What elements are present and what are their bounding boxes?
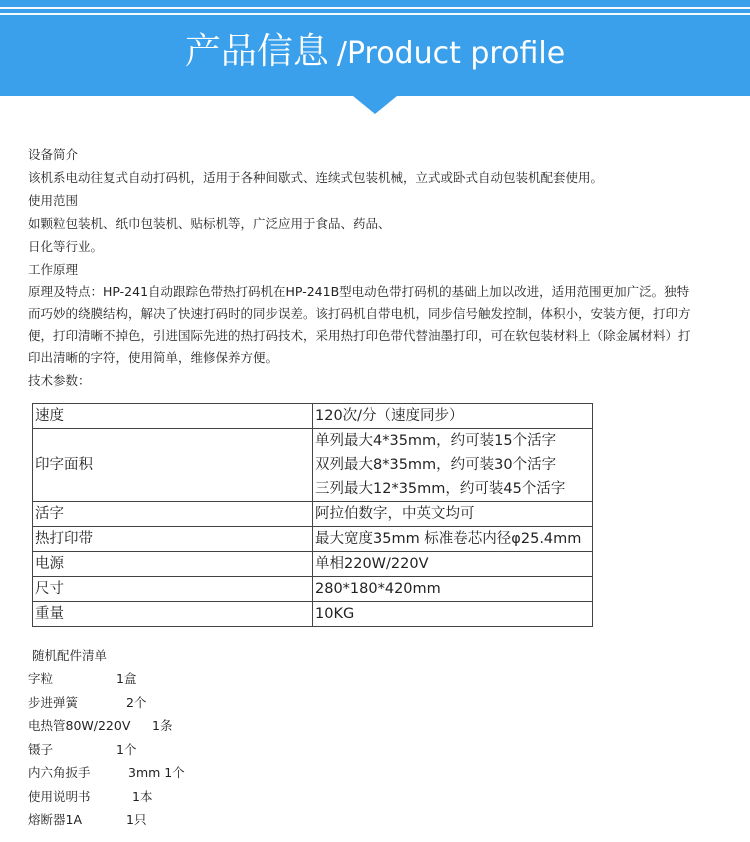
spec-value-line: 三列最大12*35mm，约可装45个活字 bbox=[315, 481, 566, 497]
scope-line-1: 如颗粒包装机、纸巾包装机、贴标机等，广泛应用于食品、药品、 bbox=[28, 216, 391, 231]
spec-row bbox=[33, 429, 593, 502]
spec-key: 速度 bbox=[33, 404, 313, 429]
accessory-qty: 1本 bbox=[132, 788, 153, 804]
scope-line-2: 日化等行业。 bbox=[28, 239, 104, 254]
accessory-qty: 1盒 bbox=[116, 671, 137, 686]
principle-line-1: 原理及特点：HP-241自动跟踪色带热打码机在HP-241B型电动色带打码机的基础上加以改进，适用范围更加广泛。独特 bbox=[28, 284, 690, 299]
accessories-heading: 随机配件清单 bbox=[32, 648, 108, 663]
accessory-name: 字粒 bbox=[28, 671, 54, 686]
accessory-name: 镊子 bbox=[28, 741, 54, 757]
spec-row bbox=[33, 502, 593, 527]
accessory-name: 使用说明书 bbox=[28, 788, 91, 804]
spec-value bbox=[313, 429, 593, 502]
principle-line-3: 便，打印清晰不掉色，引进国际先进的热打码技术，采用热打印色带代替油墨打印，可在软包装材料上（除金属材料）打 bbox=[28, 328, 691, 343]
spec-row bbox=[33, 404, 593, 429]
page-title-cn: 产品信息 bbox=[184, 31, 329, 72]
header-stripe-second bbox=[0, 13, 750, 15]
spec-value: 单相220W/220V bbox=[313, 552, 593, 577]
spec-value-line: 单列最大4*35mm，约可装15个活字 bbox=[315, 433, 557, 449]
accessories-section bbox=[28, 644, 185, 832]
spec-value: 阿拉伯数字，中英文均可 bbox=[313, 502, 593, 527]
spec-key: 重量 bbox=[33, 602, 313, 627]
header-banner bbox=[0, 0, 750, 96]
principle-line-2: 而巧妙的绕膜结构，解决了快速打码时的同步误差。该打码机自带电机，同步信号触发控制，体积小，安装方便，打印方 bbox=[28, 306, 691, 321]
spec-row bbox=[33, 527, 593, 552]
device-heading: 设备简介 bbox=[28, 147, 79, 162]
accessory-name: 步进弹簧 bbox=[28, 694, 79, 710]
page-title-en: /Product profile bbox=[336, 36, 566, 71]
tech-params-label: 技术参数： bbox=[28, 373, 91, 388]
accessory-name: 熔断器1A bbox=[28, 812, 83, 827]
list-item bbox=[28, 738, 137, 762]
list-item bbox=[28, 761, 185, 785]
page-title bbox=[0, 30, 750, 76]
spec-value: 最大宽度35mm 标准卷芯内径φ25.4mm bbox=[313, 527, 593, 552]
scope-heading: 使用范围 bbox=[28, 193, 79, 208]
principle-line-4: 印出清晰的字符，使用简单，维修保养方便。 bbox=[28, 350, 279, 365]
accessory-qty: 3mm 1个 bbox=[128, 765, 185, 780]
accessory-qty: 2个 bbox=[126, 694, 147, 710]
header-stripe-top bbox=[0, 7, 750, 9]
header-pointer-triangle bbox=[353, 96, 397, 114]
accessory-qty: 1个 bbox=[116, 741, 137, 757]
spec-value: 280*180*420mm bbox=[313, 577, 593, 602]
spec-value-line: 双列最大8*35mm，约可装30个活字 bbox=[315, 457, 557, 473]
spec-row bbox=[33, 552, 593, 577]
spec-key: 热打印带 bbox=[33, 527, 313, 552]
intro-section bbox=[28, 143, 723, 392]
spec-table bbox=[32, 403, 593, 627]
spec-value: 10KG bbox=[313, 602, 593, 627]
device-text: 该机系电动往复式自动打码机，适用于各种间歇式、连续式包装机械，立式或卧式自动包装机配套使用。 bbox=[28, 170, 604, 185]
list-item bbox=[28, 691, 147, 715]
accessory-qty: 1只 bbox=[126, 812, 147, 827]
accessory-name: 电热管80W/220V bbox=[28, 718, 131, 733]
spec-key: 尺寸 bbox=[33, 577, 313, 602]
principle-heading: 工作原理 bbox=[28, 262, 79, 277]
accessory-qty: 1条 bbox=[152, 718, 173, 733]
spec-value: 120次/分（速度同步） bbox=[313, 404, 593, 429]
spec-row bbox=[33, 577, 593, 602]
spec-row bbox=[33, 602, 593, 627]
spec-key: 活字 bbox=[33, 502, 313, 527]
accessory-name: 内六角扳手 bbox=[28, 765, 91, 780]
list-item bbox=[28, 714, 173, 738]
spec-key: 印字面积 bbox=[33, 429, 313, 502]
spec-key: 电源 bbox=[33, 552, 313, 577]
list-item bbox=[28, 808, 147, 832]
list-item bbox=[28, 785, 153, 809]
list-item bbox=[28, 667, 137, 691]
